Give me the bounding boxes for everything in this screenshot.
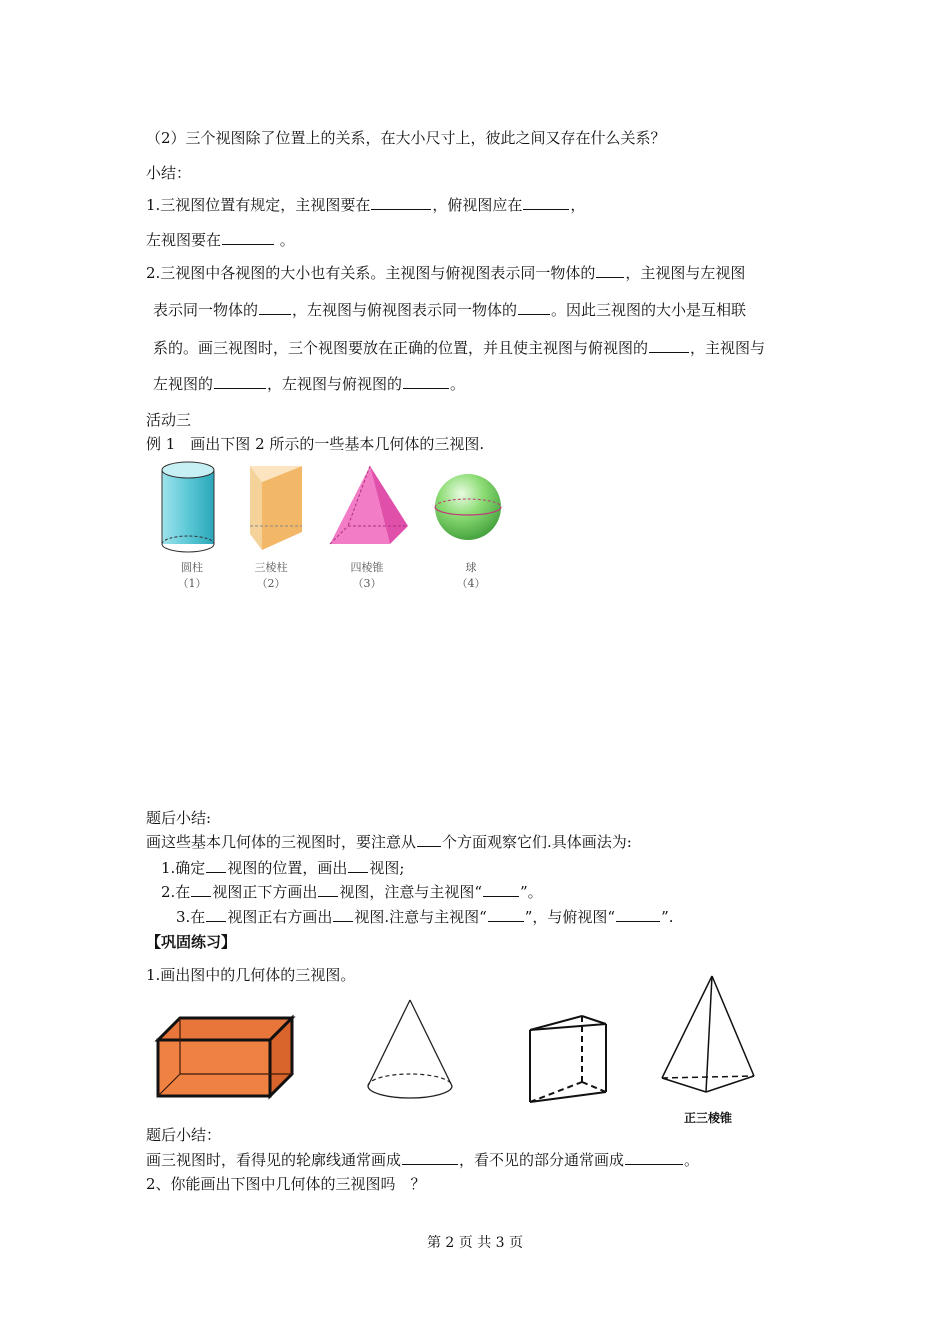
shape-number: （3） — [352, 577, 382, 590]
practice-1: 1.画出图中的几何体的三视图。 — [146, 966, 356, 984]
text-segment: ，主视图与 — [690, 339, 766, 357]
blank — [371, 195, 431, 210]
text-segment: 表示同一物体的 — [153, 301, 259, 319]
shape-number: （2） — [256, 577, 286, 590]
text-segment: ”. — [661, 908, 674, 926]
practice-solids-figure — [150, 972, 770, 1120]
blank — [523, 195, 569, 210]
blank — [625, 1150, 683, 1165]
text-segment: 3.在 — [176, 908, 206, 926]
text-segment: 左视图的 — [153, 375, 214, 393]
summary-item-2-line2 — [153, 300, 746, 320]
question-2: （2）三个视图除了位置上的关系，在大小尺寸上，彼此之间又存在什么关系？ — [146, 129, 666, 147]
text-segment: ”，与俯视图“ — [524, 908, 616, 926]
summary-item-1-cont — [146, 230, 295, 250]
shape-name: 球 — [465, 561, 477, 574]
blank — [348, 858, 368, 873]
text-segment: 2.三视图中各视图的大小也有关系。主视图与俯视图表示同一物体的 — [146, 264, 596, 282]
text-segment: ，俯视图应在 — [432, 196, 523, 214]
blank — [222, 230, 274, 245]
blank — [206, 907, 226, 922]
text-segment: 系的。画三视图时，三个视图要放在正确的位置，并且使主视图与俯视图的 — [153, 339, 649, 357]
summary-item-2-line3 — [153, 338, 765, 358]
text-segment: 2.在 — [161, 883, 191, 901]
example-1: 例 1 画出下图 2 所示的一些基本几何体的三视图. — [146, 435, 485, 453]
blank — [417, 832, 441, 847]
shape-number: （4） — [456, 577, 486, 590]
text-segment: ，左视图与俯视图表示同一物体的 — [292, 301, 518, 319]
prism-outline-shape — [530, 1016, 606, 1102]
blank — [191, 882, 211, 897]
activity-heading: 活动三 — [146, 411, 192, 429]
text-segment: 。 — [450, 375, 466, 393]
sphere-shape — [435, 474, 501, 540]
triangular-prism-shape — [250, 466, 302, 550]
page-footer: 第 2 页 共 3 页 — [426, 1235, 524, 1251]
blank — [259, 300, 291, 315]
blank — [206, 858, 226, 873]
blank — [402, 1150, 458, 1165]
summary-label: 小结： — [146, 164, 192, 182]
practice-heading: 【巩固练习】 — [146, 933, 237, 951]
after-summary-line3 — [161, 882, 543, 902]
blank — [596, 263, 624, 278]
shape-caption-1 — [162, 560, 222, 592]
text-segment: 左视图要在 — [146, 231, 222, 249]
blank — [483, 882, 519, 897]
text-segment: ，左视图与俯视图的 — [267, 375, 403, 393]
after-summary-2-title: 题后小结： — [146, 1126, 222, 1144]
after-summary-line1 — [146, 832, 632, 852]
shape-name: 四棱锥 — [350, 561, 384, 574]
shape-name: 圆柱 — [181, 561, 203, 574]
shape-caption-3 — [337, 560, 397, 592]
cone-shape — [368, 1000, 452, 1098]
after-summary-line2 — [161, 858, 404, 878]
text-segment: 视图的位置，画出 — [227, 859, 348, 877]
practice-2: 2、你能画出下图中几何体的三视图吗 ？ — [146, 1175, 426, 1193]
text-segment: 视图，注意与主视图“ — [339, 883, 482, 901]
after-summary-2-line1 — [146, 1150, 699, 1170]
text-segment: 。因此三视图的大小是互相联 — [551, 301, 747, 319]
shape-caption-2 — [241, 560, 301, 592]
shape-name: 三棱柱 — [254, 561, 288, 574]
triangular-pyramid-shape — [662, 976, 754, 1092]
shape-caption-4 — [441, 560, 501, 592]
text-segment: ， — [570, 196, 586, 214]
text-segment: 1.确定 — [161, 859, 206, 877]
text-segment: 。 — [684, 1151, 700, 1169]
text-segment: 视图正下方画出 — [212, 883, 318, 901]
blank — [333, 907, 353, 922]
summary-item-2 — [146, 263, 745, 283]
text-segment: ，主视图与左视图 — [625, 264, 746, 282]
cylinder-shape — [162, 462, 214, 552]
blank — [318, 882, 338, 897]
text-segment: 视图正右方画出 — [227, 908, 333, 926]
after-summary-line4 — [176, 907, 674, 927]
text-segment: 画三视图时，看得见的轮廓线通常画成 — [146, 1151, 402, 1169]
blank — [214, 374, 266, 389]
square-pyramid-shape — [330, 466, 408, 544]
blank — [649, 338, 689, 353]
text-segment: 。 — [279, 231, 295, 249]
text-segment: 个方面观察它们.具体画法为: — [442, 833, 632, 851]
basic-solids-figure — [150, 458, 520, 560]
text-segment: ，看不见的部分通常画成 — [459, 1151, 625, 1169]
summary-item-1 — [146, 195, 585, 215]
shape-number: （1） — [177, 577, 207, 590]
text-segment: 视图; — [369, 859, 405, 877]
after-summary-title: 题后小结: — [146, 809, 212, 827]
blank — [616, 907, 660, 922]
text-segment: ”。 — [520, 883, 543, 901]
text-segment: 视图.注意与主视图“ — [354, 908, 487, 926]
cuboid-shape — [158, 1018, 292, 1096]
blank — [403, 374, 449, 389]
blank — [518, 300, 550, 315]
blank — [488, 907, 524, 922]
text-segment: 画这些基本几何体的三视图时，要注意从 — [146, 833, 417, 851]
pyramid-label: 正三棱锥 — [684, 1111, 733, 1125]
summary-item-2-line4 — [153, 374, 465, 394]
text-segment: 1.三视图位置有规定，主视图要在 — [146, 196, 371, 214]
